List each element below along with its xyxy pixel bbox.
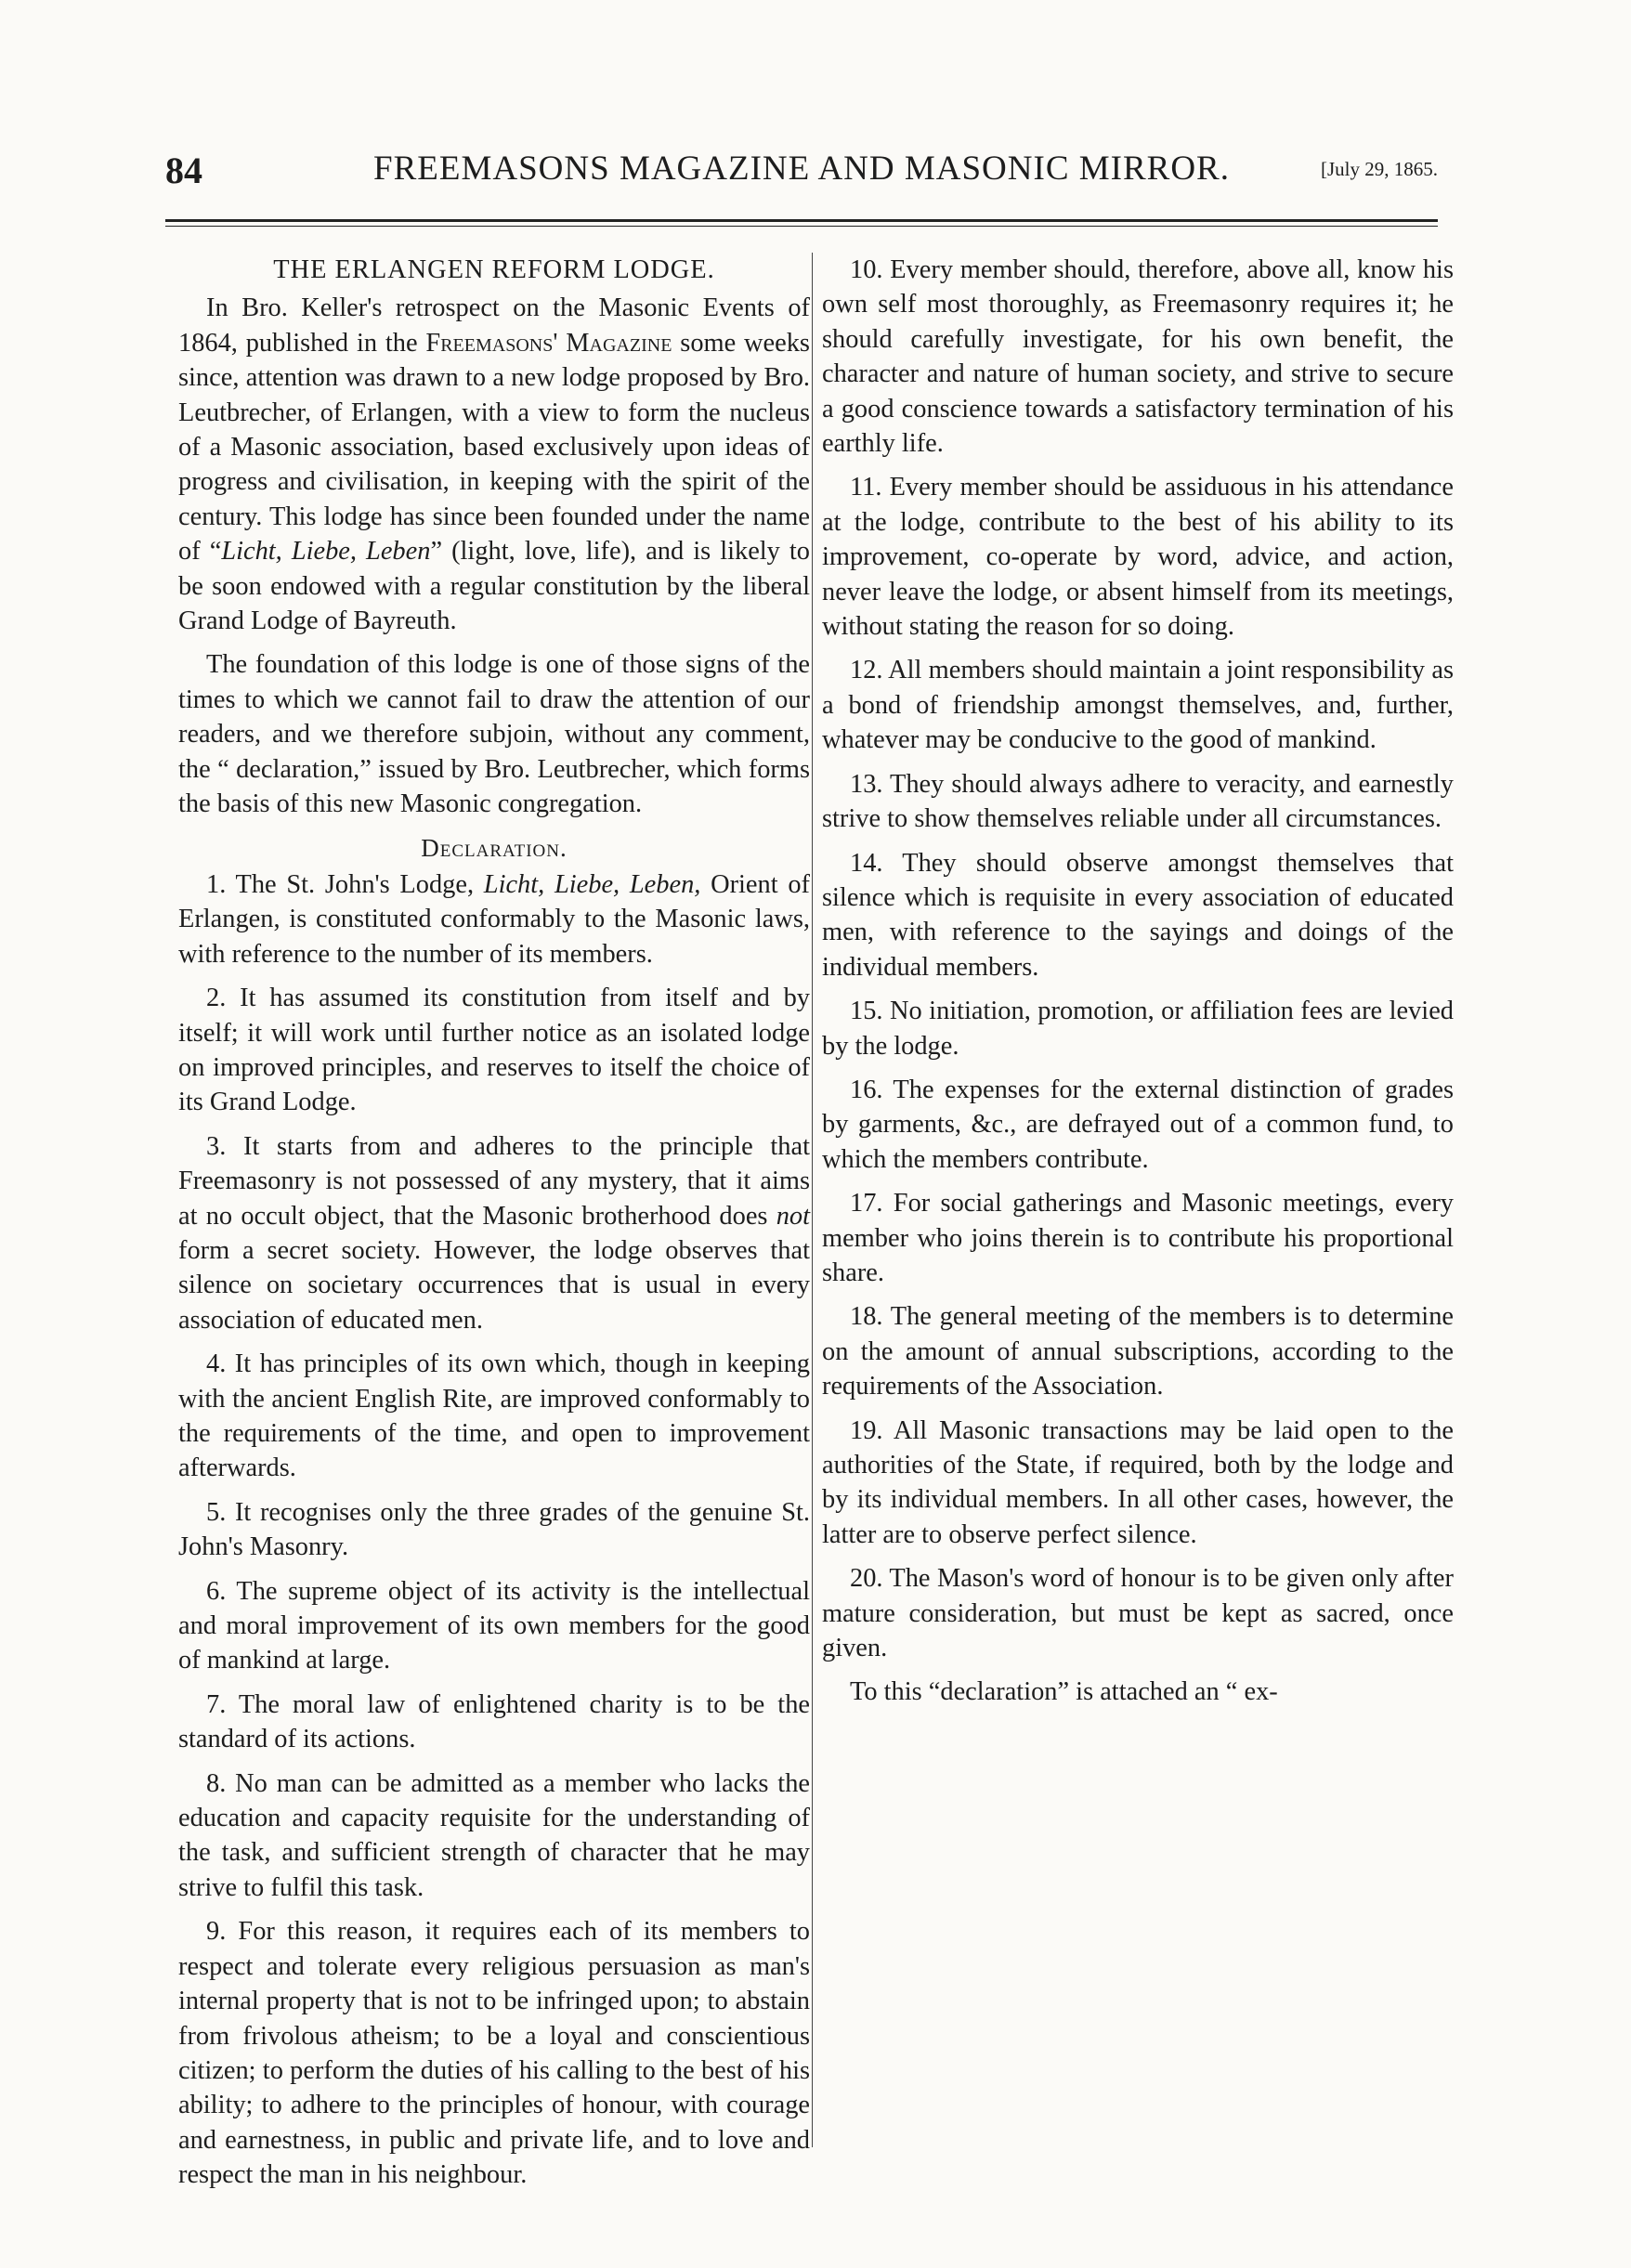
page-number: 84 [165,150,202,191]
column-divider [812,253,813,2147]
left-column [178,253,811,2190]
declaration-item-8: 8. No man can be admitted as a member who lacks the education and capacity requisite for the understanding of the task, and sufficient strength of character that he may strive to fulfil this task. [178,1768,810,1902]
declaration-item-12: 12. All members should maintain a joint responsibility as a bond of friendship amongst themselves, and, further, whatever may be conducive to the good of mankind. [822,656,1454,755]
declaration-item-14: 14. They should observe amongst themselves that silence which is requisite in every association of educated men, with reference to the sayings and doings of the individual members. [822,848,1454,982]
issue-date: [July 29, 1865. [1321,158,1438,180]
declaration-item-4: 4. It has principles of its own which, though in keeping with the ancient English Rite, are improved conformably to the requirements of the time, and open to improvement afterwards. [178,1349,810,1483]
declaration-item-2: 2. It has assumed its constitution from itself and by itself; it will work until further notice as an isolated lodge on improved principles, and reserves to itself the choice of its Grand Lodge. [178,984,810,1117]
header-rule-thick [165,219,1438,222]
declaration-item-13: 13. They should always adhere to veracity, and earnestly strive to show themselves reliable under all circumstances. [822,769,1454,834]
closing-paragraph: To this “declaration” is attached an “ ex- [850,1677,1278,1707]
declaration-item-19: 19. All Masonic transactions may be laid open to the authorities of the State, if required, both by the lodge and by its individual members. In all other cases, however, the latter are to observe perfect silence. [822,1415,1454,1549]
declaration-item-16: 16. The expenses for the external distinction of grades by garments, &c., are defrayed out of a common fund, to which the members contribute. [822,1075,1454,1174]
declaration-item-18: 18. The general meeting of the members is to determine on the amount of annual subscriptions, according to the requirements of the Association. [822,1302,1454,1401]
article-title: THE ERLANGEN REFORM LODGE. [273,255,715,284]
header-rule-thin [165,226,1438,227]
page-header [165,149,1438,214]
declaration-item-1: 1. The St. John's Lodge, Licht, Liebe, Leben, Orient of Erlangen, is constituted conformably to the Masonic laws, with reference to the number of its members. [178,869,811,969]
declaration-item-17: 17. For social gatherings and Masonic meetings, every member who joins therein is to contribute his proportional share. [822,1189,1454,1287]
declaration-heading: Declaration. [421,833,568,862]
lodge-name: Licht, Liebe, Leben [221,537,431,567]
declaration-item-10: 10. Every member should, therefore, above all, know his own self most thoroughly, as Freemasonry requires it; he should carefully investigate, for his own benefit, the character and nature of human society, and strive to secure a good conscience towards a satisfactory termination of his earthly life. [822,255,1454,459]
declaration-item-11: 11. Every member should be assiduous in his attendance at the lodge, contribute to the best of his ability to its improvement, co-operate by word, advice, and action, never leave the lodge, or absent himself from its meetings, without stating the reason for so doing. [822,473,1454,642]
declaration-item-3: 3. It starts from and adheres to the principle that Freemasonry is not possessed of any mystery, that it aims at no occult object, that the Masonic brotherhood does not form a secret society. However, the lodge observes that silence on societary occurrences that is usual in every association of educated men. [178,1131,810,1335]
declaration-item-20: 20. The Mason's word of honour is to be given only after mature consideration, but must be kept as sacred, once given. [822,1564,1454,1663]
magazine-reference: Freemasons' Magazine [425,328,672,358]
declaration-item-5: 5. It recognises only the three grades of the genuine St. John's Masonry. [178,1497,810,1562]
declaration-item-9: 9. For this reason, it requires each of its members to respect and tolerate every religious persuasion as man's internal property that is not to be infringed upon; to abstain from frivolous atheism; to be a loyal and conscientious citizen; to perform the duties of his calling to the best of his ability; to adhere to the principles of honour, with courage and earnestness, in public and private life, and to love and respect the man in his neighbour. [178,1917,810,2190]
declaration-item-7: 7. The moral law of enlightened charity is to be the standard of its actions. [178,1689,810,1754]
emphasis-not: not [776,1201,810,1231]
magazine-title: FREEMASONS MAGAZINE AND MASONIC MIRROR. [373,150,1230,188]
declaration-item-15: 15. No initiation, promotion, or affiliation fees are levied by the lodge. [822,997,1454,1061]
intro-paragraph-1: In Bro. Keller's retrospect on the Masonic Events of 1864, published in the Freemasons' Magazine some weeks since, attention was drawn to a new lodge proposed by Bro. Leutbrecher, of Erlangen, with a view to form the nucleus of a Masonic association, based exclusively upon ideas of progress and civilisation, in keeping with the spirit of the century. This lodge has since been founded under the name of “Licht, Liebe, Leben” (light, love, life), and is likely to be soon endowed with a regular constitution by the liberal Grand Lodge of Bayreuth. [178,293,811,636]
declaration-item-6: 6. The supreme object of its activity is the intellectual and moral improvement of its own members for the good of mankind at large. [178,1576,810,1675]
right-column [822,253,1454,2147]
lodge-name: Licht, Liebe, Leben, [483,869,701,899]
intro-paragraph-2: The foundation of this lodge is one of those signs of the times to which we cannot fail to draw the attention of our readers, and we therefore subjoin, without any comment, the “ declaration,” issued by Bro. Leutbrecher, which forms the basis of this new Masonic congregation. [178,650,810,819]
